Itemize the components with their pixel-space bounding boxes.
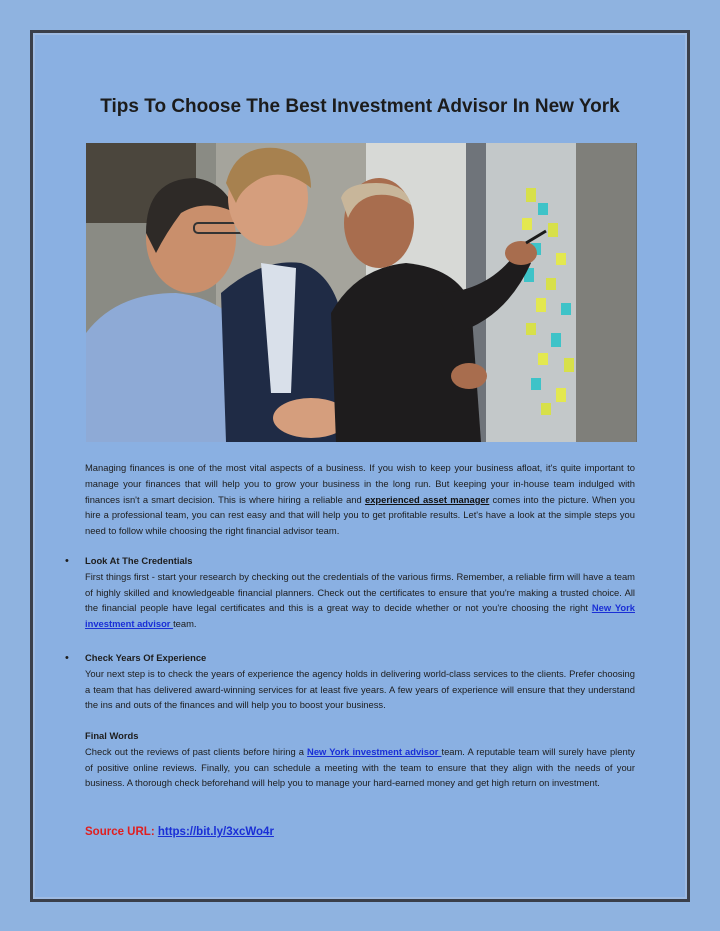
bullet-experience [65, 650, 635, 713]
intro-paragraph [85, 460, 635, 539]
new-york-advisor-link[interactable]: New York investment advisor [307, 745, 442, 757]
intro-text-2: comes into the picture. When you hire a professional team, you can rest easy and that will help you to get profitable results. Let's have a look at the simple steps you need to follow while choosing the right financial advisor team. [85, 493, 635, 537]
final-text-1: Check out the reviews of past clients before hiring a [85, 745, 308, 757]
new-york-advisor-link[interactable]: New York investment advisor [85, 602, 635, 630]
bullet-dot-icon: • [65, 555, 69, 567]
asset-manager-link[interactable]: experienced asset manager [364, 493, 490, 505]
bullet-heading: Look At The Credentials [85, 555, 193, 566]
bullet-text-1: First things first - start your research by checking out the credentials of the various firms. Remember, a reliable firm will have a team of highly skilled and knowledgeable financial planners. Check out the certificates to ensure that you're making a trusted choice. All the financial people have legal certificates and this is a great way to decide whether or not you're choosing the right [85, 570, 635, 614]
source-url-link[interactable]: https://bit.ly/3xcWo4r [157, 826, 274, 838]
source-url-line [85, 826, 274, 838]
bullet-text: Your next step is to check the years of experience the agency holds in delivering world-class services to the clients. Prefer choosing a team that has delivered award-winning services for at least five years. A few years of experience will ensure that they understand the ins and outs of the finances and will help you to boost your business. [85, 667, 635, 711]
bullet-dot-icon: • [65, 652, 69, 664]
final-words-heading: Final Words [85, 730, 139, 741]
office-team-photo [86, 143, 637, 442]
source-label: Source URL: [85, 826, 158, 838]
bullet-credentials [65, 553, 635, 632]
intro-text-1: Managing finances is one of the most vital aspects of a business. If you wish to keep your business afloat, it's quite important to manage your finances that will help you to grow your business in the long run. But keeping your in-house team indulged with finances isn't a smart decision. This is where hiring a reliable and [85, 462, 635, 505]
bullet-heading: Check Years Of Experience [85, 652, 207, 663]
final-words-section [85, 728, 635, 791]
bullet-text-2: team. [173, 618, 197, 630]
final-text-2: team. A reputable team will surely have plenty of positive online reviews. Finally, you can schedule a meeting with the team to ensure that they align with the needs of your business. A thorough check beforehand will help you to manage your hard-earned money and get high return on investment. [85, 745, 635, 789]
photo-illustration [86, 143, 637, 442]
document-title: Tips To Choose The Best Investment Advisor In New York [100, 96, 620, 117]
